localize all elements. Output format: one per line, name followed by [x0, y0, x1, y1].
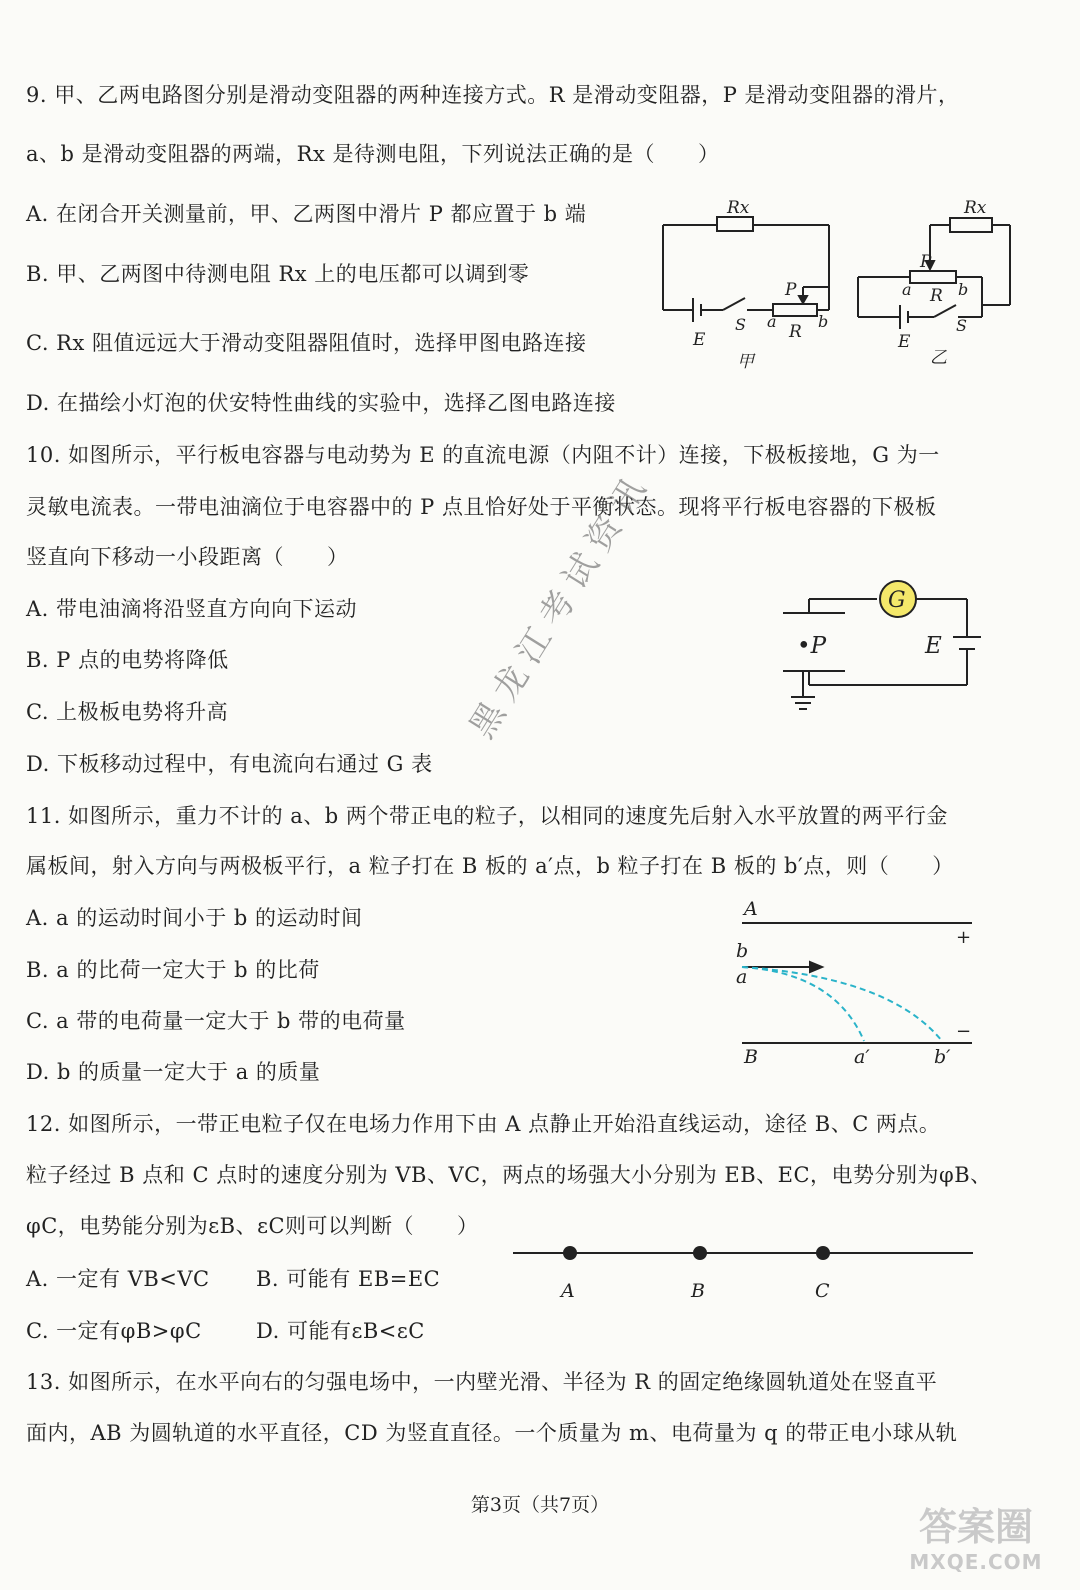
jia-s-label: S	[735, 315, 746, 334]
circuit-jia-figure	[655, 195, 845, 375]
site-logo-url: MXQE.COM	[909, 1550, 1043, 1574]
plate-b-label: B	[744, 1046, 758, 1068]
q9-option-d: D. 在描绘小灯泡的伏安特性曲线的实验中，选择乙图电路连接	[26, 391, 616, 415]
q13-stem-line2: 面内，AB 为圆轨道的水平直径，CD 为竖直直径。一个质量为 m、电荷量为 q 的带正电小球从轨	[26, 1421, 958, 1445]
q12-option-a: A. 一定有 VB<VC	[26, 1267, 210, 1291]
point-c	[816, 1246, 830, 1260]
circuit-yi-figure	[850, 195, 1030, 375]
field-line-figure	[505, 1235, 980, 1310]
jia-r-label: R	[789, 322, 802, 342]
plate-a-label: A	[744, 898, 758, 920]
yi-e-label: E	[898, 332, 911, 352]
q9-option-b: B. 甲、乙两图中待测电阻 Rx 上的电压都可以调到零	[26, 262, 530, 286]
q10-stem-line2: 灵敏电流表。一带电油滴位于电容器中的 P 点且恰好处于平衡状态。现将平行板电容器的下极板	[26, 495, 937, 519]
site-logo-text: 答案圈	[918, 1505, 1033, 1549]
point-p-label: •P	[797, 633, 827, 659]
q12-option-d: D. 可能有εB<εC	[256, 1319, 425, 1343]
page-footer: 第3页（共7页）	[470, 1494, 610, 1516]
q10-option-c: C. 上极板电势将升高	[26, 700, 229, 724]
q11-stem-line1: 11. 如图所示，重力不计的 a、b 两个带正电的粒子，以相同的速度先后射入水平放置的两平行金	[26, 804, 948, 828]
plate-a-sign: +	[956, 927, 972, 948]
jia-e-label: E	[693, 330, 706, 350]
q11-option-a: A. a 的运动时间小于 b 的运动时间	[26, 906, 363, 930]
watermark: 黑龙江考试资讯	[461, 463, 659, 746]
q10-option-a: A. 带电油滴将沿竖直方向向下运动	[26, 597, 358, 621]
q13-stem-line1: 13. 如图所示，在水平向右的匀强电场中，一内壁光滑、半径为 R 的固定绝缘圆轨道处在竖直平	[26, 1370, 938, 1394]
trajectory-b	[742, 967, 942, 1041]
q9-stem-line2: a、b 是滑动变阻器的两端，Rx 是待测电阻，下列说法正确的是（ ）	[26, 142, 720, 166]
particle-a-label: a	[736, 966, 748, 988]
yi-rx-label: Rx	[964, 198, 987, 218]
yi-b-label: b	[958, 280, 969, 299]
q9-option-c: C. Rx 阻值远远大于滑动变阻器阻值时，选择甲图电路连接	[26, 331, 587, 355]
q12-stem-line1: 12. 如图所示，一带正电粒子仅在电场力作用下由 A 点静止开始沿直线运动，途径 B、C 两点。	[26, 1112, 941, 1136]
jia-b-label: b	[818, 312, 829, 331]
q10-option-d: D. 下板移动过程中，有电流向右通过 G 表	[26, 752, 433, 776]
parallel-plates-figure	[730, 895, 990, 1075]
q10-stem-line1: 10. 如图所示，平行板电容器与电动势为 E 的直流电源（内阻不计）连接，下极板接地，G 为一	[26, 443, 940, 467]
particle-b-label: b	[736, 940, 749, 962]
jia-caption: 甲	[737, 352, 754, 372]
q12-option-b: B. 可能有 EB=EC	[256, 1267, 441, 1291]
capacitor-circuit-figure	[775, 575, 990, 725]
q11-option-d: D. b 的质量一定大于 a 的质量	[26, 1060, 321, 1084]
point-a-label: A	[561, 1280, 575, 1302]
point-c-label: C	[815, 1280, 830, 1302]
q9-stem-line1: 9. 甲、乙两电路图分别是滑动变阻器的两种连接方式。R 是滑动变阻器，P 是滑动变阻器的滑片，	[26, 83, 960, 107]
q9-option-a: A. 在闭合开关测量前，甲、乙两图中滑片 P 都应置于 b 端	[26, 202, 587, 226]
q10-option-b: B. P 点的电势将降低	[26, 648, 229, 672]
yi-r-label: R	[930, 286, 943, 306]
q12-stem-line3: φC，电势能分别为εB、εC则可以判断（ ）	[26, 1214, 479, 1238]
galvanometer-label: G	[888, 588, 906, 613]
yi-p-label: P	[920, 252, 932, 272]
q11-option-b: B. a 的比荷一定大于 b 的比荷	[26, 958, 320, 982]
q11-stem-line2: 属板间，射入方向与两极板平行，a 粒子打在 B 板的 a′点，b 粒子打在 B 板的 b′点，则（ ）	[26, 854, 954, 878]
site-logo	[896, 1505, 1056, 1585]
jia-p-label: P	[785, 280, 797, 300]
q11-option-c: C. a 带的电荷量一定大于 b 带的电荷量	[26, 1009, 406, 1033]
jia-a-label: a	[767, 312, 777, 331]
trajectory-a	[742, 967, 864, 1041]
emf-e-label: E	[925, 633, 942, 659]
yi-s-label: S	[956, 316, 967, 335]
point-b-label: B	[691, 1280, 705, 1302]
yi-caption: 乙	[930, 348, 947, 368]
point-a-prime-label: a′	[854, 1046, 870, 1068]
q12-stem-line2: 粒子经过 B 点和 C 点时的速度分别为 VB、VC，两点的场强大小分别为 EB、EC，电势分别为φB、	[26, 1163, 992, 1187]
point-a	[563, 1246, 577, 1260]
jia-rx-label: Rx	[727, 198, 750, 218]
point-b-prime-label: b′	[934, 1046, 951, 1068]
yi-a-label: a	[902, 280, 912, 299]
plate-b-sign: −	[956, 1021, 972, 1042]
point-b	[693, 1246, 707, 1260]
q10-stem-line3: 竖直向下移动一小段距离（ ）	[26, 545, 349, 569]
q12-option-c: C. 一定有φB>φC	[26, 1319, 202, 1343]
